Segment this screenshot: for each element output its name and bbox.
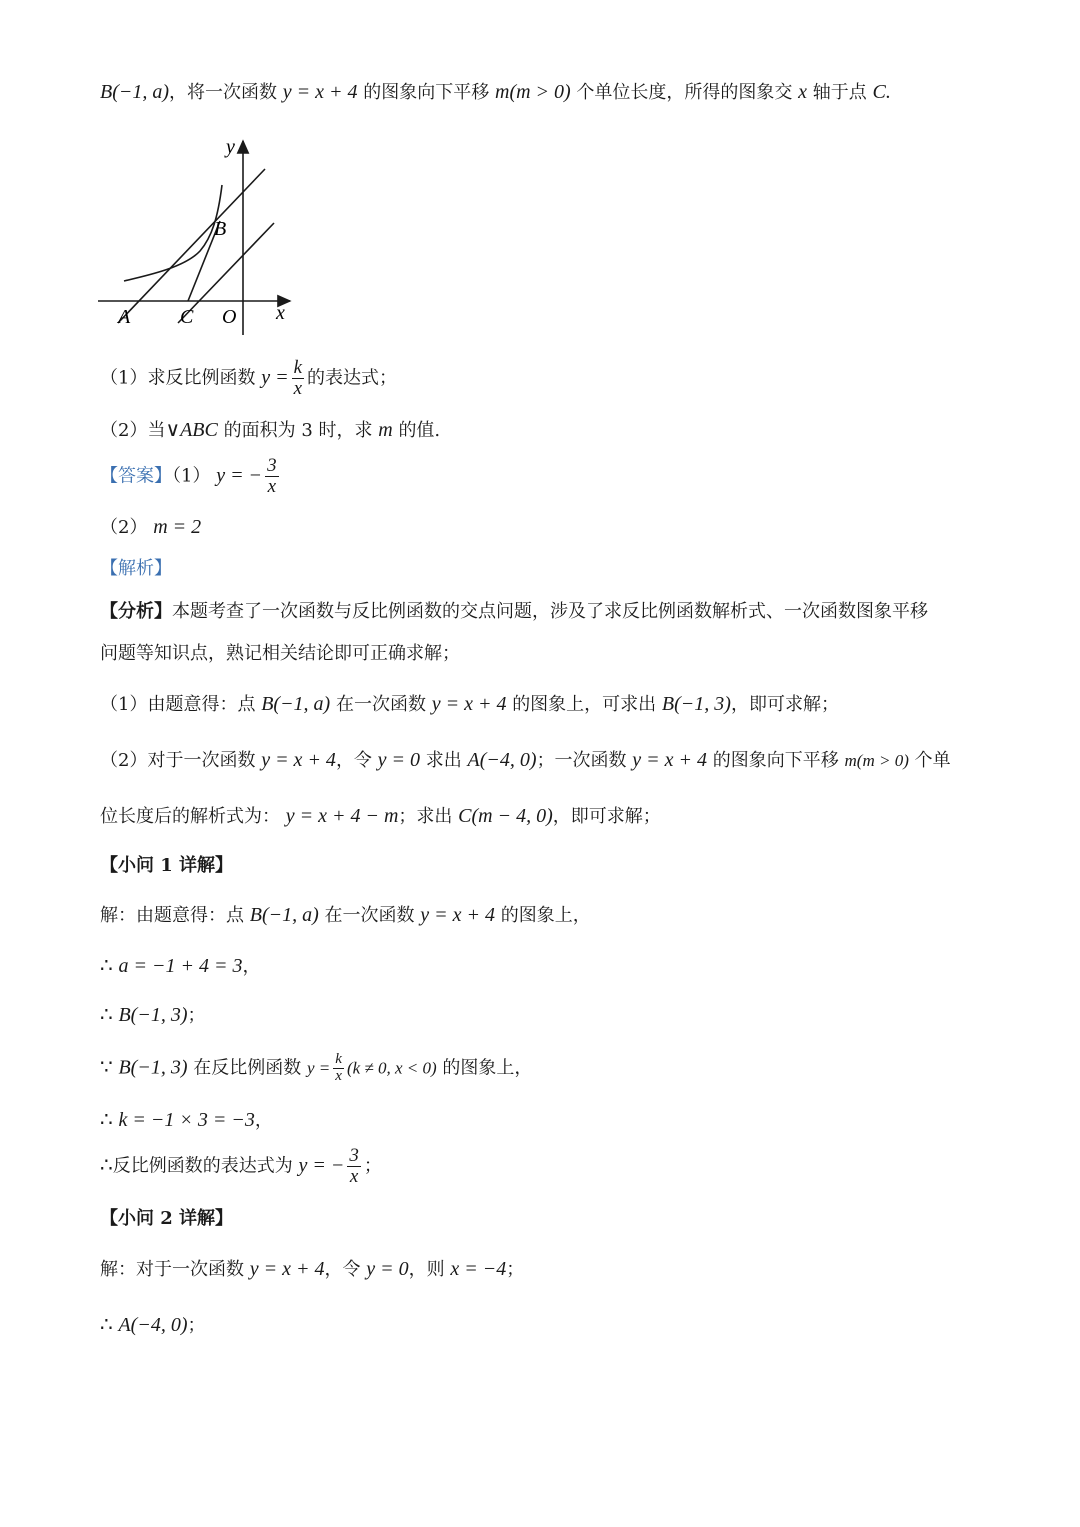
fraction-numerator: k [335, 1051, 342, 1067]
point-a-label: A [118, 306, 131, 328]
fraction-k-over-x [333, 1052, 344, 1085]
sub1-line-1 [100, 903, 591, 927]
point-c-label: C [180, 306, 194, 328]
fraction-3-over-x [347, 1146, 361, 1187]
answer-tag: 【答案】 [100, 465, 172, 487]
solution-text: ； [187, 1315, 206, 1336]
sub1-line-6 [100, 1146, 382, 1187]
fraction-numerator: 3 [349, 1145, 359, 1166]
solution-text: ， [254, 1110, 273, 1131]
fraction-denominator: x [335, 1067, 342, 1084]
analysis-text: （1）由题意得：点 [100, 694, 256, 715]
analysis-text: ；一次函数 [536, 750, 627, 771]
problem-statement-line [100, 80, 891, 104]
answer-text: （2） [100, 517, 148, 538]
math-expr: B(−1, 3) [661, 693, 731, 715]
therefore-symbol: ∴ [100, 1154, 113, 1177]
analysis-line-1 [100, 601, 928, 623]
statement-text: 的图象向下平移 [363, 82, 490, 103]
origin-label: O [222, 306, 237, 328]
math-expr: A(−4, 0) [467, 749, 537, 771]
analysis-tag: 【解析】 [100, 558, 172, 579]
math-expr: B(−1, a) [249, 904, 319, 926]
analysis-text: 个单 [914, 750, 951, 771]
solution-text: ； [363, 1155, 382, 1177]
math-expr: y = x + 4 [420, 904, 495, 926]
sub2-line-2 [100, 1313, 206, 1337]
math-expr: B(−1, 3) [118, 1056, 188, 1079]
answer-text: （1） [172, 465, 211, 487]
analysis-text: 本题考查了一次函数与反比例函数的交点问题，涉及了求反比例函数解析式、一次函数图象平移 [172, 601, 928, 622]
therefore-symbol: ∴ [100, 1314, 113, 1336]
hyperbola-curve [124, 185, 222, 281]
analysis-text: ；求出 [398, 806, 453, 827]
analysis-text: 求出 [425, 750, 462, 771]
analysis-text: 的图象向下平移 [712, 750, 839, 771]
math-expr: y = − [298, 1154, 345, 1177]
analysis-line-5 [100, 804, 661, 828]
y-axis-label: y [226, 136, 235, 158]
question-text: （2）当 [100, 420, 166, 441]
math-expr: y = [261, 366, 289, 389]
solution-text: 解：由题意得：点 [100, 905, 244, 926]
because-symbol: ∵ [100, 1056, 113, 1079]
sub2-line-1 [100, 1257, 524, 1281]
math-expr: B(−1, a) [261, 693, 331, 715]
math-expr: y = 0 [366, 1258, 409, 1280]
question-text: 的值. [398, 420, 441, 441]
sub1-line-3 [100, 1003, 206, 1027]
point-c-symbol: C. [872, 81, 891, 103]
solution-text: 解：对于一次函数 [100, 1259, 244, 1280]
math-expr: A(−4, 0) [118, 1314, 188, 1336]
analysis-text: ，即可求解； [552, 806, 661, 827]
fraction-3-over-x [265, 456, 279, 497]
math-expr: y = 0 [377, 749, 421, 771]
x-axis-label: x [276, 302, 285, 324]
analysis-text: ，即可求解； [730, 694, 839, 715]
triangle-abc: ∨ABC [165, 419, 218, 441]
statement-text: 个单位长度，所得的图象交 [576, 82, 793, 103]
math-expr: y = − [216, 464, 263, 487]
sub2-tag: 【小问 2 详解】 [100, 1208, 234, 1229]
therefore-symbol: ∴ [100, 955, 113, 977]
fraction-denominator: x [267, 475, 277, 497]
math-expr: y = x + 4 [431, 693, 507, 715]
analysis-subtag: 【分析】 [100, 601, 172, 622]
question-1 [100, 358, 397, 399]
fraction-numerator: k [293, 357, 302, 378]
question-text: （1）求反比例函数 [100, 367, 256, 389]
coordinate-figure [90, 135, 300, 345]
math-expr: B(−1, 3) [118, 1004, 188, 1026]
math-expr: k = −1 × 3 = −3 [118, 1109, 255, 1131]
solution-text: ， [242, 956, 261, 977]
shift-m: m(m > 0) [495, 81, 571, 103]
math-expr: y = x + 4 [632, 749, 708, 771]
analysis-text: 在一次函数 [335, 694, 426, 715]
sub1-tag: 【小问 1 详解】 [100, 855, 234, 876]
solution-text: 的图象上， [500, 905, 591, 926]
analysis-text: （2）对于一次函数 [100, 750, 256, 771]
statement-text: ，将一次函数 [169, 82, 278, 103]
math-expr: C(m − 4, 0) [458, 805, 553, 827]
solution-text: 的图象上， [442, 1057, 533, 1079]
solution-text: ； [187, 1005, 206, 1026]
analysis-text: 位长度后的解析式为： [100, 806, 280, 827]
math-expr: y = x + 4 − m [285, 805, 399, 827]
fraction-denominator: x [349, 1165, 359, 1187]
analysis-line-2: 问题等知识点，熟记相关结论即可正确求解； [100, 643, 460, 664]
point-b-label: B [214, 218, 227, 240]
fraction-k-over-x [292, 358, 304, 399]
linear-function: y = x + 4 [282, 81, 358, 103]
solution-text: 反比例函数的表达式为 [112, 1155, 293, 1177]
analysis-line-3 [100, 692, 839, 716]
fraction-numerator: 3 [267, 455, 277, 476]
therefore-symbol: ∴ [100, 1109, 113, 1131]
math-expr: y = x + 4 [249, 1258, 325, 1280]
question-2 [100, 418, 440, 442]
math-expr: m(m > 0) [844, 751, 909, 770]
math-expr: m = 2 [153, 516, 202, 538]
math-expr: x = −4 [450, 1258, 507, 1280]
math-expr: y = [306, 1058, 331, 1078]
solution-text: 在反比例函数 [193, 1057, 302, 1079]
sub1-line-4 [100, 1052, 532, 1085]
answer-line-1 [100, 456, 282, 497]
answer-line-2 [100, 515, 201, 539]
solution-text: ； [506, 1259, 525, 1280]
fraction-denominator: x [293, 377, 302, 399]
statement-text: 轴于点 [812, 82, 867, 103]
solution-text: ，令 [324, 1259, 361, 1280]
analysis-text: 的图象上，可求出 [512, 694, 657, 715]
point-b-a: B(−1, a) [100, 81, 170, 103]
solution-text: ，则 [408, 1259, 445, 1280]
x-axis-symbol: x [798, 81, 808, 103]
solution-text: 在一次函数 [324, 905, 415, 926]
sub1-line-2 [100, 954, 260, 978]
question-text: 的面积为 3 时，求 [223, 420, 373, 441]
therefore-symbol: ∴ [100, 1004, 113, 1026]
math-expr: a = −1 + 4 = 3 [118, 955, 243, 977]
sub1-line-5 [100, 1108, 273, 1132]
analysis-text: ，令 [335, 750, 372, 771]
math-expr: (k ≠ 0, x < 0) [346, 1058, 437, 1078]
math-expr: m [378, 419, 393, 441]
analysis-line-4 [100, 748, 951, 772]
math-expr: y = x + 4 [261, 749, 336, 771]
question-text: 的表达式； [307, 367, 397, 389]
